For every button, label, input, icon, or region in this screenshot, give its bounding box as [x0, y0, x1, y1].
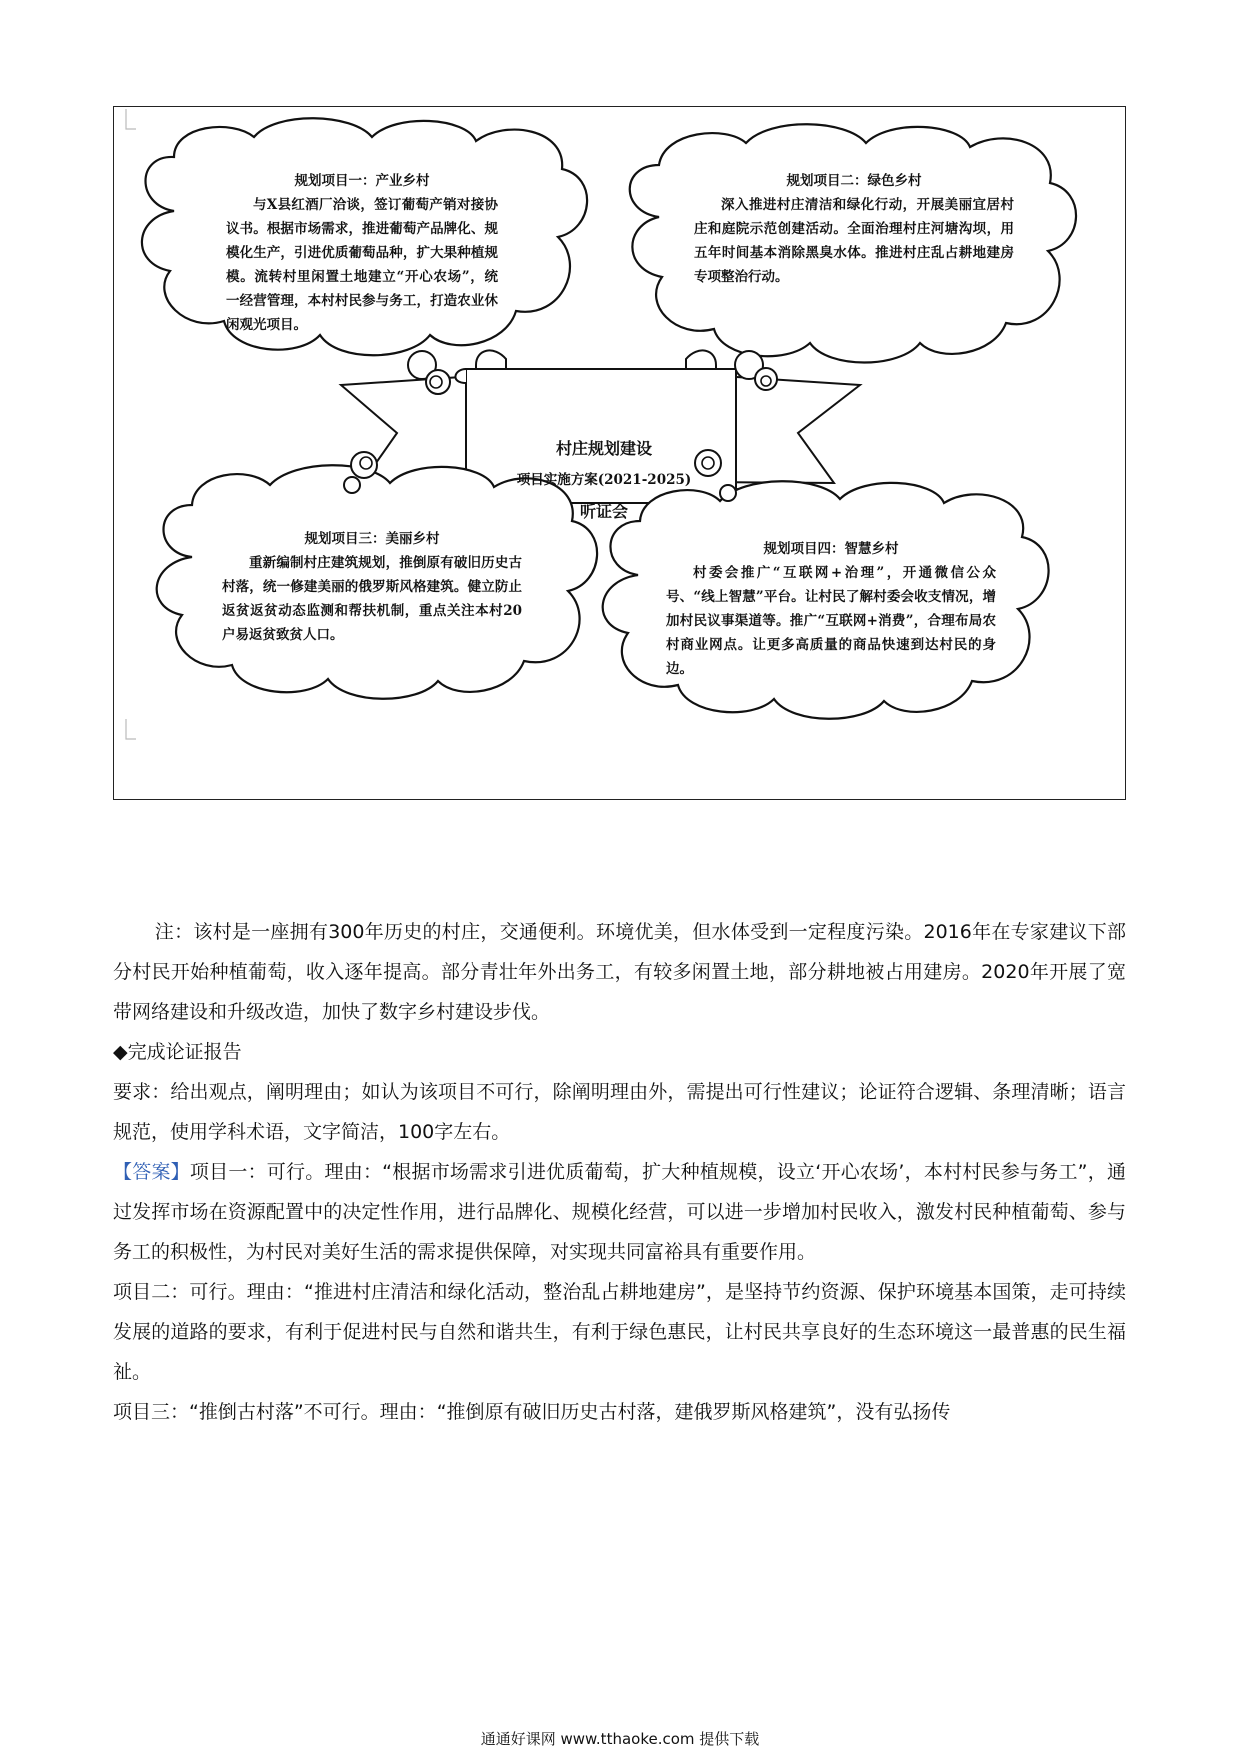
answer-paragraph-3: 项目三：“推倒古村落”不可行。理由：“推倒原有破旧历史古村落，建俄罗斯风格建筑”，没有弘扬传 [113, 1401, 951, 1423]
corner-marks [126, 109, 136, 739]
thought-bubble-2c [761, 376, 771, 386]
center-label: 听证会 [579, 502, 628, 521]
document-body [113, 912, 1126, 1432]
answer-paragraph-2: 项目二：可行。理由：“推进村庄清洁和绿化活动，整治乱占耕地建房”，是坚持节约资源、保护环境基本国策，走可持续发展的道路的要求，有利于促进村民与自然和谐共生，有利于绿色惠民，让村民共享良好的生态环境这一最普惠的民生福祉。 [113, 1281, 1126, 1383]
planning-diagram [113, 106, 1126, 800]
corner-mark-top [126, 109, 136, 129]
answer-1-text: 项目一：可行。理由：“根据市场需求引进优质葡萄，扩大种植规模，设立‘开心农场’，本村村民参与务工”，通过发挥市场在资源配置中的决定性作用，进行品牌化、规模化经营，可以进一步增加村民收入，激发村民种植葡萄、参与务工的积极性，为村民对美好生活的需求提供保障，对实现共同富裕具有重要作用。 [113, 1161, 1126, 1263]
center-subtitle: 项目实施方案(2021-2025) [516, 472, 692, 488]
item-3-title: 规划项目三：美丽乡村 [304, 531, 440, 547]
requirement-paragraph: 要求：给出观点，阐明理由；如认为该项目不可行，除阐明理由外，需提出可行性建议；论证符合逻辑、条理清晰；语言规范，使用学科术语，文字简洁，100字左右。 [113, 1081, 1126, 1143]
thought-bubble-3b [360, 457, 372, 469]
cloud-item-4-text [666, 537, 996, 681]
item-1-body: 与Ⅹ县红酒厂洽谈，签订葡萄产销对接协议书。根据市场需求，推进葡萄产品牌化、规模化生产，引进优质葡萄品种，扩大果种植规模。流转村里闲置土地建立“开心农场”，统一经营管理，本村村民参与务工，打造农业休闲观光项目。 [226, 197, 498, 333]
item-4-body: 村委会推广“互联网+治理”，开通微信公众号、“线上智慧”平台。让村民了解村委会收支情况，增加村民议事渠道等。推广“互联网+消费”，合理布局农村商业网点。让更多高质量的商品快速到达村民的身边。 [666, 565, 996, 677]
item-2-title: 规划项目二：绿色乡村 [786, 173, 922, 189]
thought-bubble-1c [430, 376, 442, 388]
center-title: 村庄规划建设 [555, 439, 652, 458]
item-2-body: 深入推进村庄清洁和绿化行动，开展美丽宜居村庄和庭院示范创建活动。全面治理村庄河塘沟坝，用五年时间基本消除黑臭水体。推进村庄乱占耕地建房专项整治行动。 [694, 197, 1014, 285]
scroll-curl-top [455, 369, 466, 383]
scroll-center [479, 435, 729, 527]
item-1-title: 规划项目一：产业乡村 [294, 173, 430, 189]
thought-bubble-3c [344, 477, 360, 493]
task-heading: ◆完成论证报告 [113, 1041, 242, 1063]
answer-paragraph-1 [113, 1152, 1126, 1272]
footer-source: 通通好课网 www.tthaoke.com 提供下载 [480, 1730, 760, 1748]
item-4-title: 规划项目四：智慧乡村 [763, 541, 899, 557]
item-3-body: 重新编制村庄建筑规划，推倒原有破旧历史古村落，统一修建美丽的俄罗斯风格建筑。健立防止返贫返贫动态监测和帮扶机制，重点关注本村20户易返贫致贫人口。 [222, 555, 522, 643]
corner-mark-bottom [126, 719, 136, 739]
cloud-item-1-text [226, 169, 498, 337]
cloud-item-3-text [222, 527, 522, 647]
cloud-item-2-text [694, 169, 1014, 289]
answer-tag: 【答案】 [113, 1161, 190, 1183]
note-paragraph: 注：该村是一座拥有300年历史的村庄，交通便利。环境优美，但水体受到一定程度污染。2016年在专家建议下部分村民开始种植葡萄，收入逐年提高。部分青壮年外出务工，有较多闲置土地，部分耕地被占用建房。2020年开展了宽带网络建设和升级改造，加快了数字乡村建设步伐。 [113, 921, 1126, 1023]
